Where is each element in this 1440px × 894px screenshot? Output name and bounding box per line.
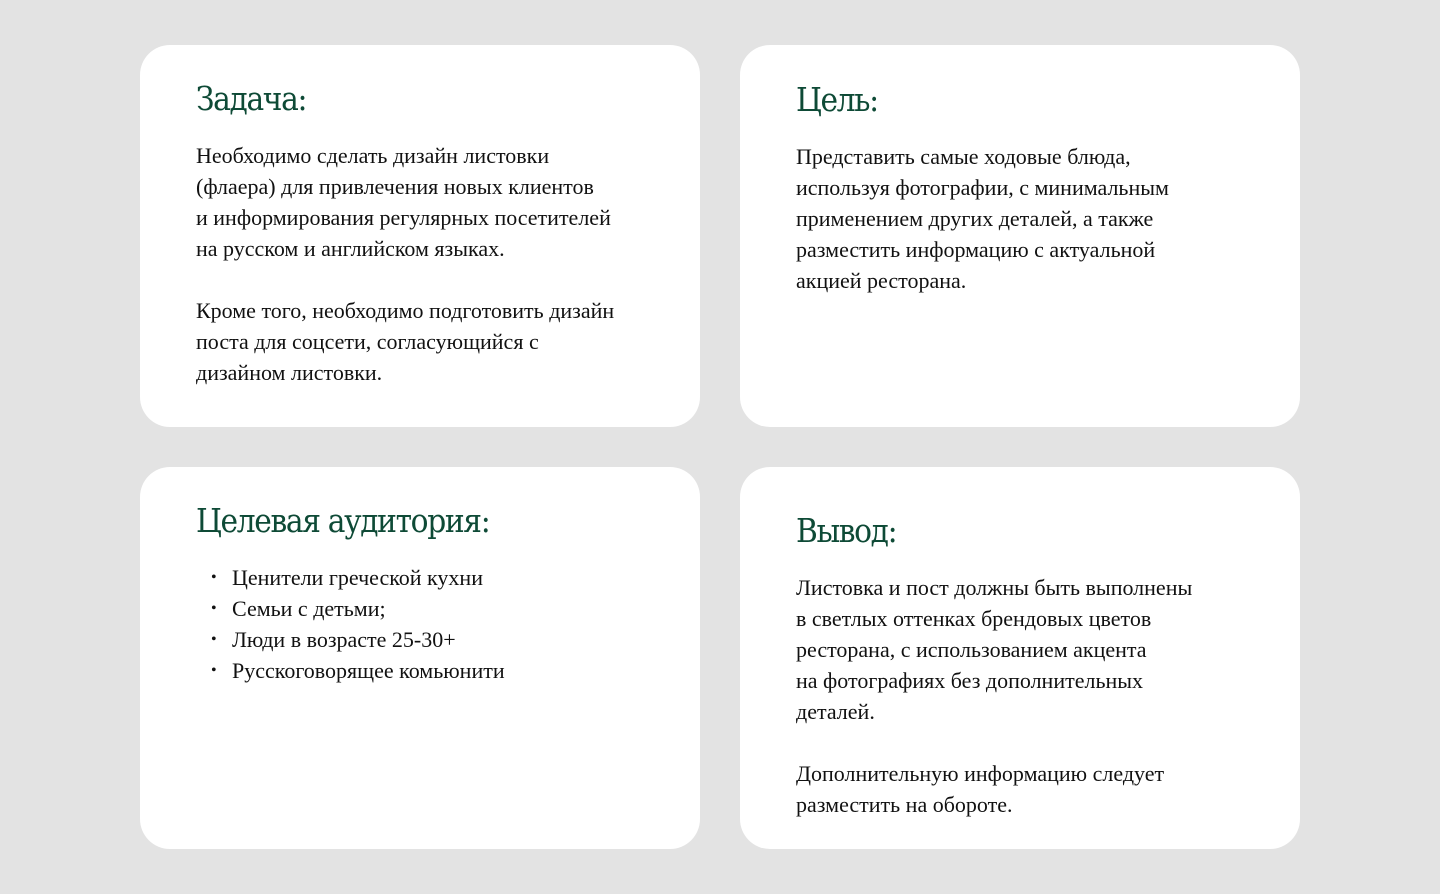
goal-paragraph-1: Представить самые ходовые блюда, используя фотографии, с минимальным применением других деталей, а также разместить информацию с актуальной акцией ресторана. [796, 144, 1169, 293]
conclusion-card [740, 467, 1300, 849]
audience-list-item [196, 593, 660, 624]
goal-card-title: Цель: [796, 80, 878, 119]
audience-list-item [196, 562, 660, 593]
task-paragraph-2: Кроме того, необходимо подготовить дизайн поста для соцсети, согласующийся с дизайном листовки. [196, 298, 615, 385]
audience-card-title: Целевая аудитория: [196, 501, 490, 540]
audience-card [140, 467, 700, 849]
audience-item-text: Люди в возрасте 25-30+ [232, 627, 456, 652]
bullet-icon: • [211, 662, 217, 679]
task-card [140, 45, 700, 427]
conclusion-paragraph-2: Дополнительную информацию следует разместить на обороте. [796, 761, 1165, 817]
audience-item-text: Русскоговорящее комьюнити [232, 658, 505, 683]
conclusion-card-title: Вывод: [796, 511, 897, 550]
audience-list [196, 562, 660, 686]
audience-item-text: Ценители греческой кухни [232, 565, 483, 590]
audience-item-text: Семьи с детьми; [232, 596, 386, 621]
bullet-icon: • [211, 569, 217, 586]
audience-list-item [196, 655, 660, 686]
task-card-title: Задача: [196, 79, 307, 118]
bullet-icon: • [211, 631, 217, 648]
bullet-icon: • [211, 600, 217, 617]
audience-list-item [196, 624, 660, 655]
task-paragraph-1: Необходимо сделать дизайн листовки (флаера) для привлечения новых клиентов и информирования регулярных посетителей на русском и английском языках. [196, 143, 611, 261]
conclusion-paragraph-1: Листовка и пост должны быть выполнены в светлых оттенках брендовых цветов ресторана, с использованием акцента на фотографиях без дополнительных деталей. [796, 575, 1193, 724]
goal-card [740, 45, 1300, 427]
